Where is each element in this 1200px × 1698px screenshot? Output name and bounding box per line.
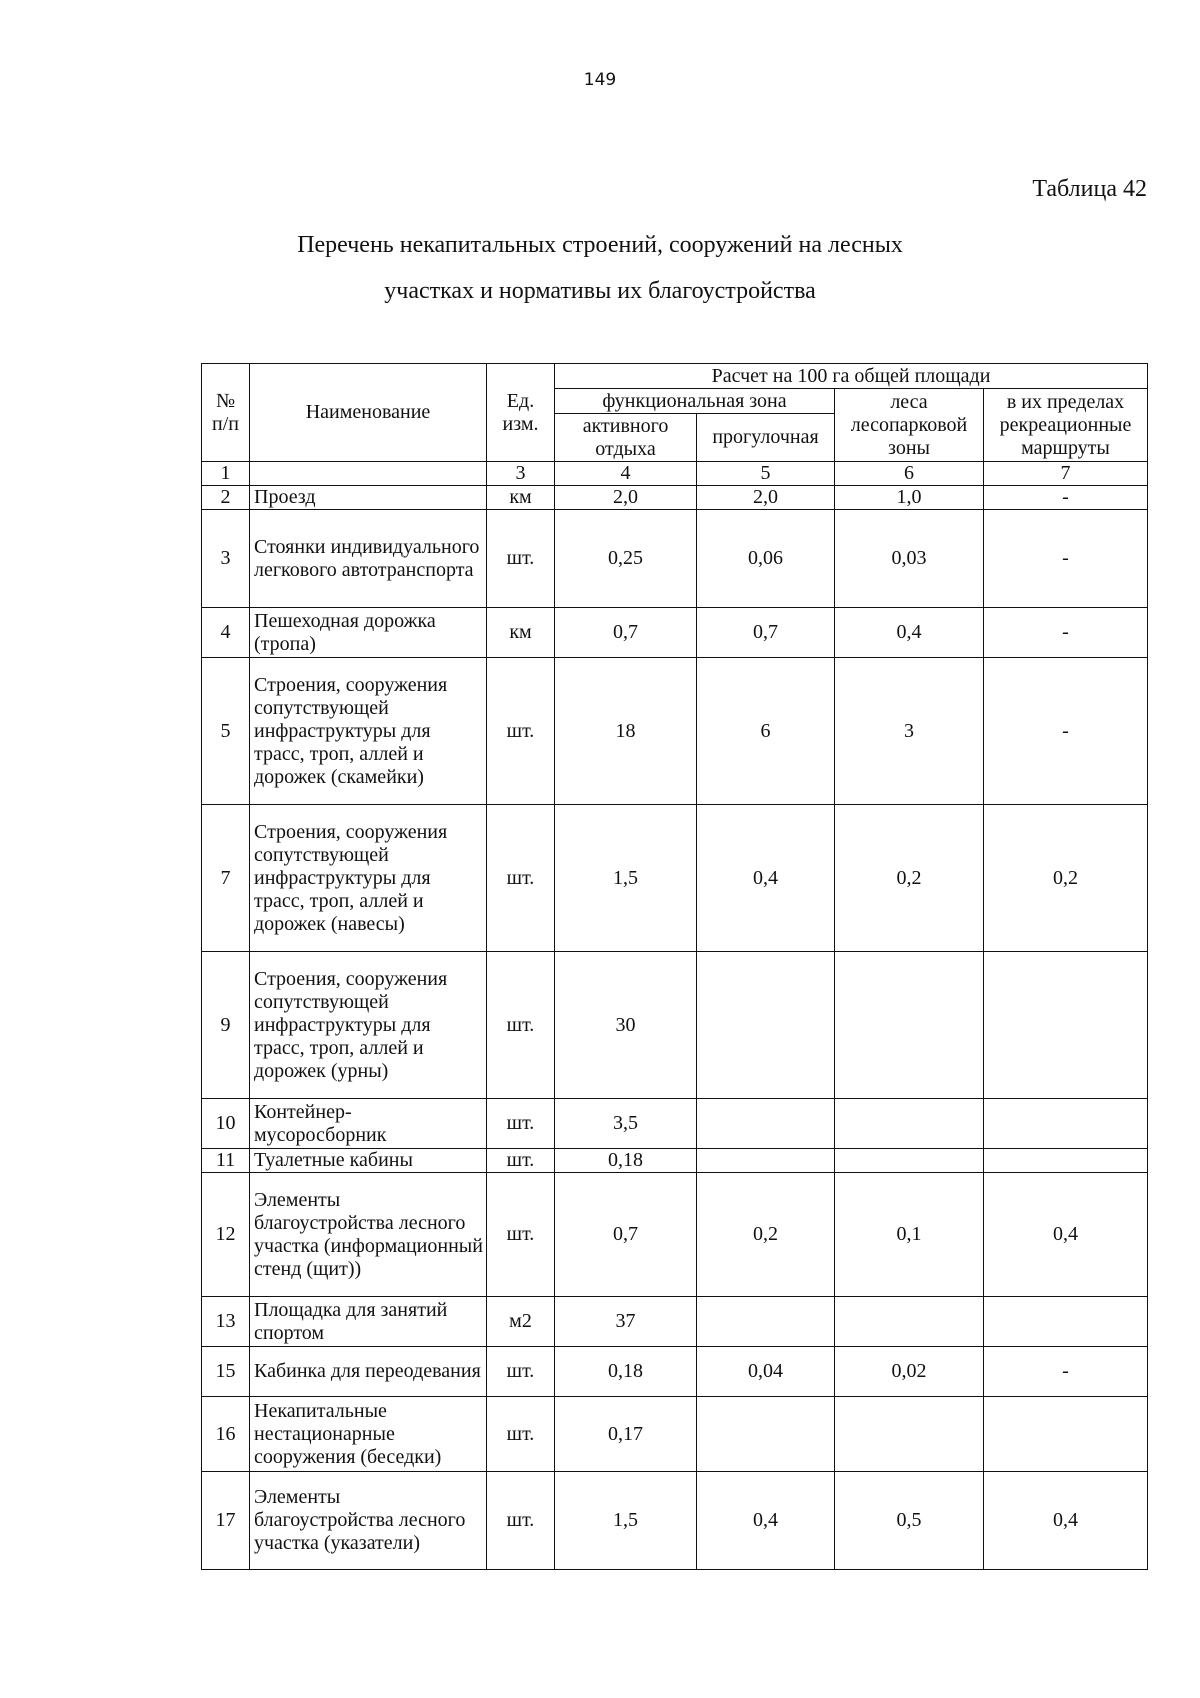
row-forest: 0,5 <box>835 1472 984 1570</box>
row-name: Строения, сооружения сопутствующей инфраструктуры для трасс, троп, аллей и дорожек (скамейки) <box>250 658 487 805</box>
header-unit: Ед. изм. <box>487 364 555 462</box>
table-row <box>202 608 1148 658</box>
row-active: 0,7 <box>555 1173 697 1297</box>
row-routes: - <box>984 486 1148 510</box>
row-routes <box>984 1397 1148 1472</box>
table-row <box>202 1472 1148 1570</box>
row-routes <box>984 952 1148 1099</box>
row-routes: - <box>984 658 1148 805</box>
row-walking: 0,7 <box>697 608 835 658</box>
row-no: 17 <box>202 1472 250 1570</box>
row-routes: - <box>984 608 1148 658</box>
row-no: 10 <box>202 1099 250 1149</box>
table-row <box>202 1173 1148 1297</box>
row-unit: км <box>487 486 555 510</box>
header-func-zone: функциональная зона <box>555 389 835 414</box>
table-title-line-2: участках и нормативы их благоустройства <box>384 278 816 304</box>
row-no: 12 <box>202 1173 250 1297</box>
row-unit: шт. <box>487 1397 555 1472</box>
row-unit: шт. <box>487 805 555 952</box>
row-unit: шт. <box>487 1173 555 1297</box>
row-name: Проезд <box>250 486 487 510</box>
row-unit: шт. <box>487 1099 555 1149</box>
row-routes: 0,4 <box>984 1173 1148 1297</box>
col-number-6: 6 <box>835 462 984 486</box>
row-walking <box>697 1099 835 1149</box>
table-row <box>202 952 1148 1099</box>
row-routes: 0,4 <box>984 1472 1148 1570</box>
col-number-7: 7 <box>984 462 1148 486</box>
row-walking <box>697 952 835 1099</box>
row-no: 11 <box>202 1149 250 1173</box>
table-row <box>202 805 1148 952</box>
row-forest <box>835 1397 984 1472</box>
row-active: 1,5 <box>555 1472 697 1570</box>
table-row <box>202 658 1148 805</box>
row-walking: 0,2 <box>697 1173 835 1297</box>
col-number-3: 3 <box>487 462 555 486</box>
row-forest: 0,1 <box>835 1173 984 1297</box>
header-forest: леса лесопарковой зоны <box>835 389 984 462</box>
row-forest: 0,03 <box>835 510 984 608</box>
row-forest: 1,0 <box>835 486 984 510</box>
row-active: 0,18 <box>555 1149 697 1173</box>
row-forest <box>835 1297 984 1347</box>
col-number-2 <box>250 462 487 486</box>
row-forest: 0,4 <box>835 608 984 658</box>
row-no: 3 <box>202 510 250 608</box>
row-active: 1,5 <box>555 805 697 952</box>
row-name: Элементы благоустройства лесного участка (указатели) <box>250 1472 487 1570</box>
row-forest: 0,2 <box>835 805 984 952</box>
row-unit: шт. <box>487 1472 555 1570</box>
row-unit: м2 <box>487 1297 555 1347</box>
row-walking: 0,4 <box>697 805 835 952</box>
row-routes: - <box>984 510 1148 608</box>
row-active: 0,25 <box>555 510 697 608</box>
table-row <box>202 1347 1148 1397</box>
header-walking: прогулочная <box>697 414 835 462</box>
row-forest: 0,02 <box>835 1347 984 1397</box>
row-walking: 6 <box>697 658 835 805</box>
header-active: активного отдыха <box>555 414 697 462</box>
row-no: 9 <box>202 952 250 1099</box>
table-row <box>202 1397 1148 1472</box>
row-active: 30 <box>555 952 697 1099</box>
row-unit: шт. <box>487 1149 555 1173</box>
row-name: Площадка для занятий спортом <box>250 1297 487 1347</box>
row-name: Строения, сооружения сопутствующей инфраструктуры для трасс, троп, аллей и дорожек (навесы) <box>250 805 487 952</box>
row-routes <box>984 1099 1148 1149</box>
row-no: 16 <box>202 1397 250 1472</box>
row-no: 13 <box>202 1297 250 1347</box>
row-walking: 2,0 <box>697 486 835 510</box>
row-active: 37 <box>555 1297 697 1347</box>
row-unit: шт. <box>487 952 555 1099</box>
row-name: Туалетные кабины <box>250 1149 487 1173</box>
row-no: 7 <box>202 805 250 952</box>
row-unit: шт. <box>487 510 555 608</box>
row-active: 18 <box>555 658 697 805</box>
table-row <box>202 1149 1148 1173</box>
row-routes <box>984 1149 1148 1173</box>
table-row <box>202 1099 1148 1149</box>
row-walking <box>697 1297 835 1347</box>
row-forest: 3 <box>835 658 984 805</box>
row-name: Контейнер-мусоросборник <box>250 1099 487 1149</box>
row-name: Строения, сооружения сопутствующей инфраструктуры для трасс, троп, аллей и дорожек (урны) <box>250 952 487 1099</box>
row-routes: - <box>984 1347 1148 1397</box>
row-no: 5 <box>202 658 250 805</box>
header-routes: в их пределах рекреационные маршруты <box>984 389 1148 462</box>
row-active: 2,0 <box>555 486 697 510</box>
col-number-4: 4 <box>555 462 697 486</box>
row-name: Стоянки индивидуального легкового автотранспорта <box>250 510 487 608</box>
row-forest <box>835 1149 984 1173</box>
row-name: Элементы благоустройства лесного участка (информационный стенд (щит)) <box>250 1173 487 1297</box>
row-name: Пешеходная дорожка (тропа) <box>250 608 487 658</box>
table-row <box>202 486 1148 510</box>
col-number-5: 5 <box>697 462 835 486</box>
row-active: 3,5 <box>555 1099 697 1149</box>
row-forest <box>835 952 984 1099</box>
table-row <box>202 1297 1148 1347</box>
page-number: 149 <box>583 70 617 90</box>
table-title <box>0 222 1200 314</box>
row-unit: шт. <box>487 658 555 805</box>
row-name: Некапитальные нестационарные сооружения (беседки) <box>250 1397 487 1472</box>
row-name: Кабинка для переодевания <box>250 1347 487 1397</box>
header-name: Наименование <box>250 364 487 462</box>
row-no: 2 <box>202 486 250 510</box>
table-row <box>202 510 1148 608</box>
row-walking <box>697 1149 835 1173</box>
norms-table <box>201 363 1148 1570</box>
row-no: 4 <box>202 608 250 658</box>
row-walking: 0,06 <box>697 510 835 608</box>
table-caption: Таблица 42 <box>1032 176 1147 202</box>
row-forest <box>835 1099 984 1149</box>
table-title-line-1: Перечень некапитальных строений, сооружений на лесных <box>297 232 903 258</box>
row-unit: шт. <box>487 1347 555 1397</box>
row-walking: 0,4 <box>697 1472 835 1570</box>
row-routes <box>984 1297 1148 1347</box>
row-active: 0,18 <box>555 1347 697 1397</box>
header-calc: Расчет на 100 га общей площади <box>555 364 1148 389</box>
header-no: № п/п <box>202 364 250 462</box>
row-walking <box>697 1397 835 1472</box>
row-active: 0,17 <box>555 1397 697 1472</box>
row-walking: 0,04 <box>697 1347 835 1397</box>
row-no: 15 <box>202 1347 250 1397</box>
col-number-1: 1 <box>202 462 250 486</box>
row-unit: км <box>487 608 555 658</box>
row-active: 0,7 <box>555 608 697 658</box>
row-routes: 0,2 <box>984 805 1148 952</box>
